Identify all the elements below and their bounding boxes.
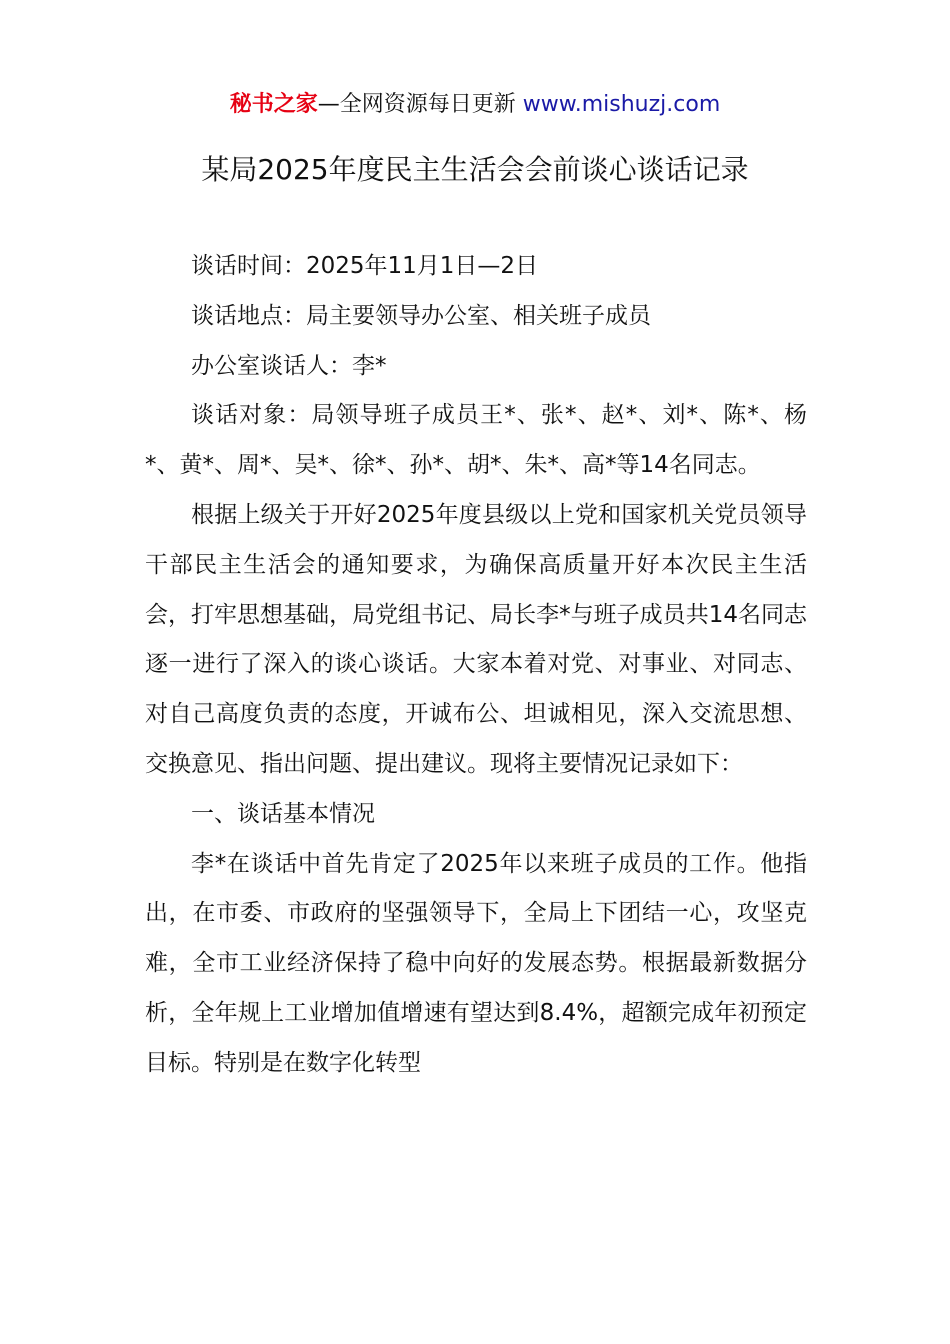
site-header (0, 88, 950, 122)
document-body (145, 242, 807, 1089)
site-slogan: —全网资源每日更新 (317, 92, 516, 117)
site-brand: 秘书之家 (229, 92, 318, 117)
section-heading: 一、谈话基本情况 (191, 800, 375, 827)
talk-time-line: 谈话时间：2025年11月1日—2日 (191, 253, 539, 279)
talk-location-line: 谈话地点：局主要领导办公室、相关班子成员 (191, 302, 651, 329)
site-url-link[interactable]: www.mishuzj.com (522, 92, 721, 117)
talk-host-line: 办公室谈话人：李* (191, 352, 387, 379)
document-title: 某局2025年度民主生活会会前谈心谈话记录 (201, 153, 749, 186)
talk-participants-paragraph: 谈话对象：局领导班子成员王*、张*、赵*、刘*、陈*、杨*、黄*、周*、吴*、徐*、孙*、胡*、朱*、高*等14名同志。 (145, 402, 807, 479)
intro-paragraph: 根据上级关于开好2025年度县级以上党和国家机关党员领导干部民主生活会的通知要求，为确保高质量开好本次民主生活会，打牢思想基础，局党组书记、局长李*与班子成员共14名同志逐一进行了深入的谈心谈话。大家本着对党、对事业、对同志、对自己高度负责的态度，开诚布公、坦诚相见，深入交流思想、交换意见、指出问题、提出建议。现将主要情况记录如下： (145, 501, 807, 777)
body-paragraph: 李*在谈话中首先肯定了2025年以来班子成员的工作。他指出，在市委、市政府的坚强领导下，全局上下团结一心，攻坚克难，全市工业经济保持了稳中向好的发展态势。根据最新数据分析，全年规上工业增加值增速有望达到8.4%，超额完成年初预定目标。特别是在数字化转型 (145, 850, 807, 1076)
